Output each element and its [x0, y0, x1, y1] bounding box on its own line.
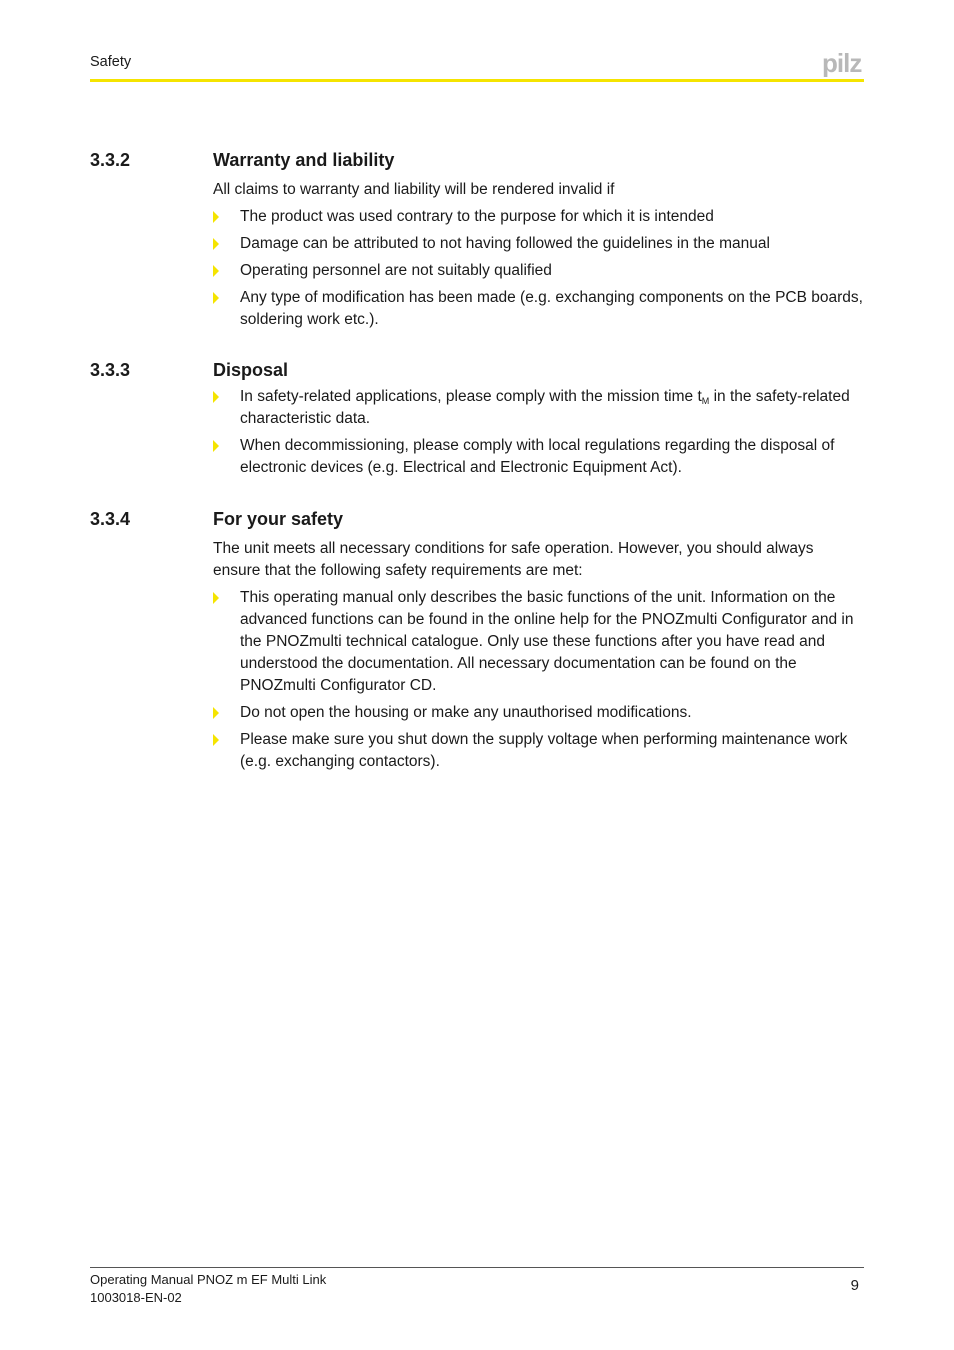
list-item-text: This operating manual only describes the basic functions of the unit. Information on the advanced functions can be found in the online help for the PNOZmulti Configurator and in the PNOZmulti technical catalogue. Only use these functions after you have read and understood the documentation. All necessary documentation can be found on the PNOZmulti Configurator CD.	[240, 589, 854, 694]
footer-doc-number: 1003018-EN-02	[90, 1290, 182, 1305]
bullet-arrow-icon	[213, 292, 219, 304]
list-item-text: In safety-related applications, please comply with the mission time t	[240, 388, 702, 405]
footer-rule	[90, 1267, 864, 1268]
bullet-arrow-icon	[213, 265, 219, 277]
header-section-title: Safety	[90, 54, 132, 70]
bullet-arrow-icon	[213, 592, 219, 604]
bullet-arrow-icon	[213, 734, 219, 746]
section-number: 3.3.4	[90, 509, 131, 529]
bullet-arrow-icon	[213, 707, 219, 719]
list-item-text: Please make sure you shut down the supply voltage when performing maintenance work (e.g. exchanging contactors).	[240, 731, 848, 770]
list-item	[213, 587, 864, 697]
pilz-logo	[822, 50, 864, 77]
section-body	[213, 386, 864, 484]
list-item-text-continued: in the safety-related characteristic data.	[240, 388, 850, 427]
section-body	[213, 179, 864, 336]
bullet-list	[213, 386, 864, 479]
intro-paragraph: All claims to warranty and liability will be rendered invalid if	[213, 181, 615, 198]
list-item	[213, 206, 864, 228]
bullet-arrow-icon	[213, 391, 219, 403]
bullet-arrow-icon	[213, 238, 219, 250]
list-item	[213, 435, 864, 479]
list-item	[213, 233, 864, 255]
list-item	[213, 386, 864, 430]
list-item	[213, 702, 864, 724]
list-item-text: Damage can be attributed to not having followed the guidelines in the manual	[240, 235, 770, 252]
intro-paragraph: The unit meets all necessary conditions for safe operation. However, you should always ensure that the following safety requirements are met:	[213, 540, 814, 579]
bullet-list	[213, 206, 864, 331]
section-title: Disposal	[213, 360, 289, 380]
bullet-list	[213, 587, 864, 773]
header-yellow-rule	[90, 79, 864, 82]
bullet-arrow-icon	[213, 211, 219, 223]
section-number: 3.3.2	[90, 150, 131, 170]
section-body	[213, 538, 864, 778]
section-number: 3.3.3	[90, 360, 131, 380]
footer-manual-title: Operating Manual PNOZ m EF Multi Link	[90, 1272, 327, 1287]
list-item	[213, 260, 864, 282]
list-item-text: Operating personnel are not suitably qualified	[240, 262, 552, 279]
bullet-arrow-icon	[213, 440, 219, 452]
subscript-m: M	[701, 396, 710, 406]
pilz-logo-text: pilz	[822, 50, 862, 77]
list-item-text: When decommissioning, please comply with local regulations regarding the disposal of electronic devices (e.g. Electrical and Electronic Equipment Act).	[240, 437, 835, 476]
list-item	[213, 287, 864, 331]
section-title: For your safety	[213, 509, 344, 529]
page-number: 9	[850, 1277, 859, 1294]
section-title: Warranty and liability	[213, 150, 395, 170]
list-item	[213, 729, 864, 773]
page-footer	[90, 1271, 864, 1307]
page-header	[90, 0, 864, 83]
list-item-text: Any type of modification has been made (e.g. exchanging components on the PCB boards, soldering work etc.).	[240, 289, 863, 328]
list-item-text: Do not open the housing or make any unauthorised modifications.	[240, 704, 692, 721]
list-item-text: The product was used contrary to the purpose for which it is intended	[240, 208, 714, 225]
